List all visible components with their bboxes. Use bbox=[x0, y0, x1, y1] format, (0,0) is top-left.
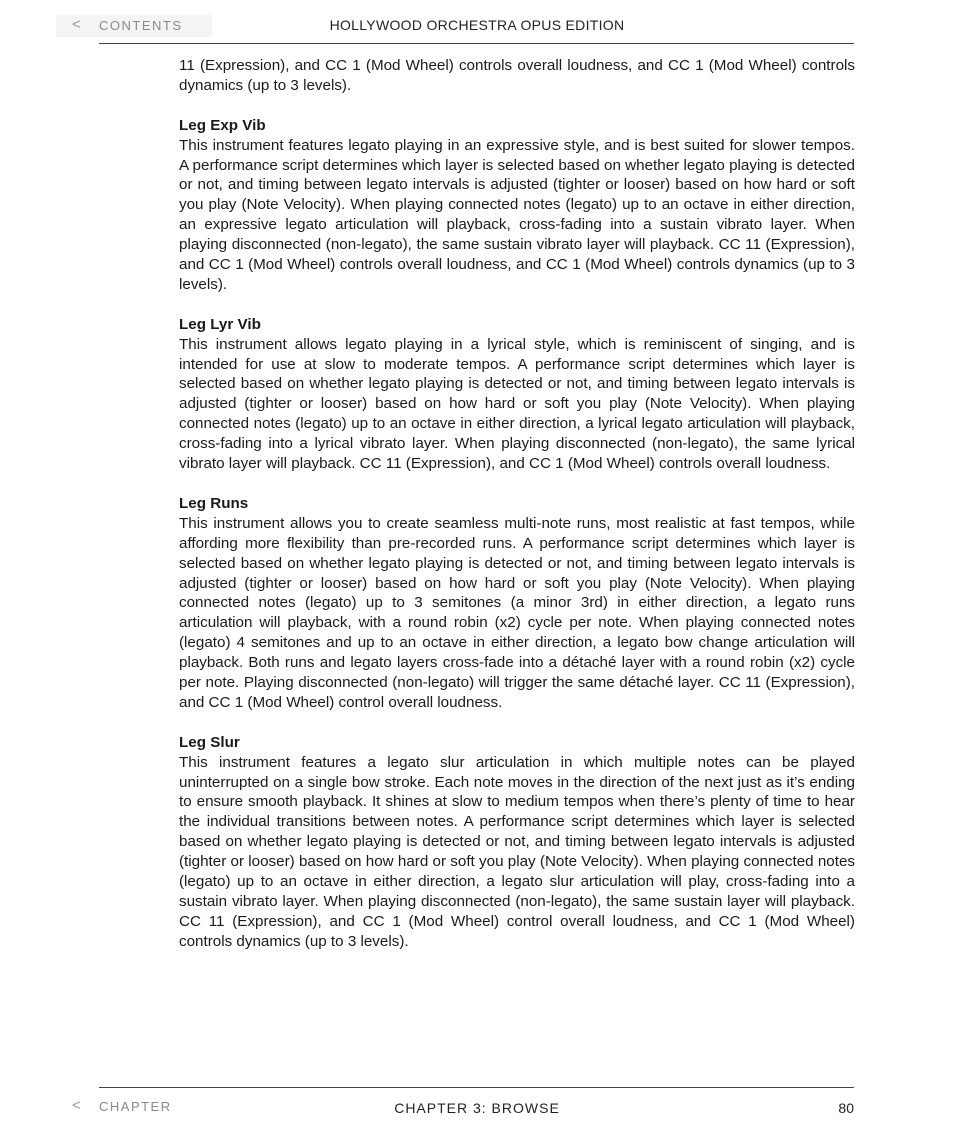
page-number: 80 bbox=[838, 1100, 854, 1116]
section-leg-lyr-vib bbox=[179, 315, 855, 474]
page-header bbox=[0, 0, 954, 44]
section-heading: Leg Lyr Vib bbox=[179, 315, 261, 333]
intro-paragraph: 11 (Expression), and CC 1 (Mod Wheel) controls overall loudness, and CC 1 (Mod Wheel) controls dynamics (up to 3 levels). bbox=[179, 57, 855, 94]
contents-link-label: CONTENTS bbox=[99, 18, 183, 33]
footer-divider bbox=[99, 1087, 854, 1088]
document-title: HOLLYWOOD ORCHESTRA OPUS EDITION bbox=[329, 17, 625, 33]
section-leg-runs bbox=[179, 494, 855, 713]
section-heading: Leg Slur bbox=[179, 733, 240, 751]
header-divider bbox=[99, 43, 854, 44]
section-heading: Leg Runs bbox=[179, 494, 249, 512]
section-body: This instrument allows you to create seamless multi-note runs, most realistic at fast tempos, while affording more flexibility than pre-recorded runs. A performance script determines which layer is selected based on whether legato playing is detected or not, and timing between legato intervals is adjusted (tighter or looser) based on how hard or soft you play (Note Velocity). When playing connected notes (legato) up to 3 semitones (a minor 3rd) in either direction, a legato runs articulation will playback, with a round robin (x2) cycle per note. When playing connected notes (legato) 4 semitones and up to an octave in either direction, a legato bow change articulation will playback. Both runs and legato layers cross-fade into a détaché layer with a round robin (x2) cycle per note. Playing disconnected (non-legato) will trigger the same détaché layer. CC 11 (Expression), and CC 1 (Mod Wheel) control overall loudness. bbox=[179, 514, 855, 711]
section-body: This instrument features a legato slur articulation in which multiple notes can be played uninterrupted on a single bow stroke. Each note moves in the direction of the next just as it’s ending to ensure smooth playback. It shines at slow to medium tempos when there’s plenty of time to hear the individual transitions between notes. A performance script determines which layer is selected based on whether legato playing is detected or not, and timing between legato intervals is adjusted (tighter or looser) based on how hard or soft you play (Note Velocity). When playing connected notes (legato) up to an octave in either direction, a legato slur articulation will play, cross-fading into a sustain vibrato layer. When playing disconnected (non-legato), the same sustain layer will playback. CC 11 (Expression), and CC 1 (Mod Wheel) control overall loudness, and CC 1 (Mod Wheel) controls dynamics (up to 3 levels). bbox=[179, 753, 855, 950]
chapter-link-label: CHAPTER bbox=[99, 1099, 172, 1114]
chevron-left-icon: < bbox=[72, 1097, 83, 1114]
section-heading: Leg Exp Vib bbox=[179, 116, 266, 134]
section-body: This instrument features legato playing in an expressive style, and is best suited for slower tempos. A performance script determines which layer is selected based on whether legato playing is detected or not, and timing between legato intervals is adjusted (tighter or looser) based on how hard or soft you play (Note Velocity). When playing connected notes (legato) up to an octave in either direction, an expressive legato articulation will playback, cross-fading into a sustain vibrato layer. When playing disconnected (non-legato), the same sustain vibrato layer will playback. CC 11 (Expression), and CC 1 (Mod Wheel) controls overall loudness, and CC 1 (Mod Wheel) controls dynamics (up to 3 levels). bbox=[179, 136, 855, 293]
section-body: This instrument allows legato playing in a lyrical style, which is reminiscent of singing, and is intended for use at slow to moderate tempos. A performance script determines which layer is selected based on whether legato playing is detected or not, and timing between legato intervals is adjusted (tighter or looser) based on how hard or soft you play (Note Velocity). When playing connected notes (legato) up to an octave in either direction, a lyrical legato articulation will playback, cross-fading into a lyrical vibrato layer. When playing disconnected (non-legato), the same lyrical vibrato layer will playback. CC 11 (Expression), and CC 1 (Mod Wheel) controls overall loudness. bbox=[179, 335, 855, 473]
section-leg-exp-vib bbox=[179, 116, 855, 295]
section-leg-slur bbox=[179, 733, 855, 952]
page-content bbox=[179, 56, 855, 952]
chapter-title: CHAPTER 3: BROWSE bbox=[394, 1100, 560, 1116]
chevron-left-icon: < bbox=[72, 16, 83, 33]
